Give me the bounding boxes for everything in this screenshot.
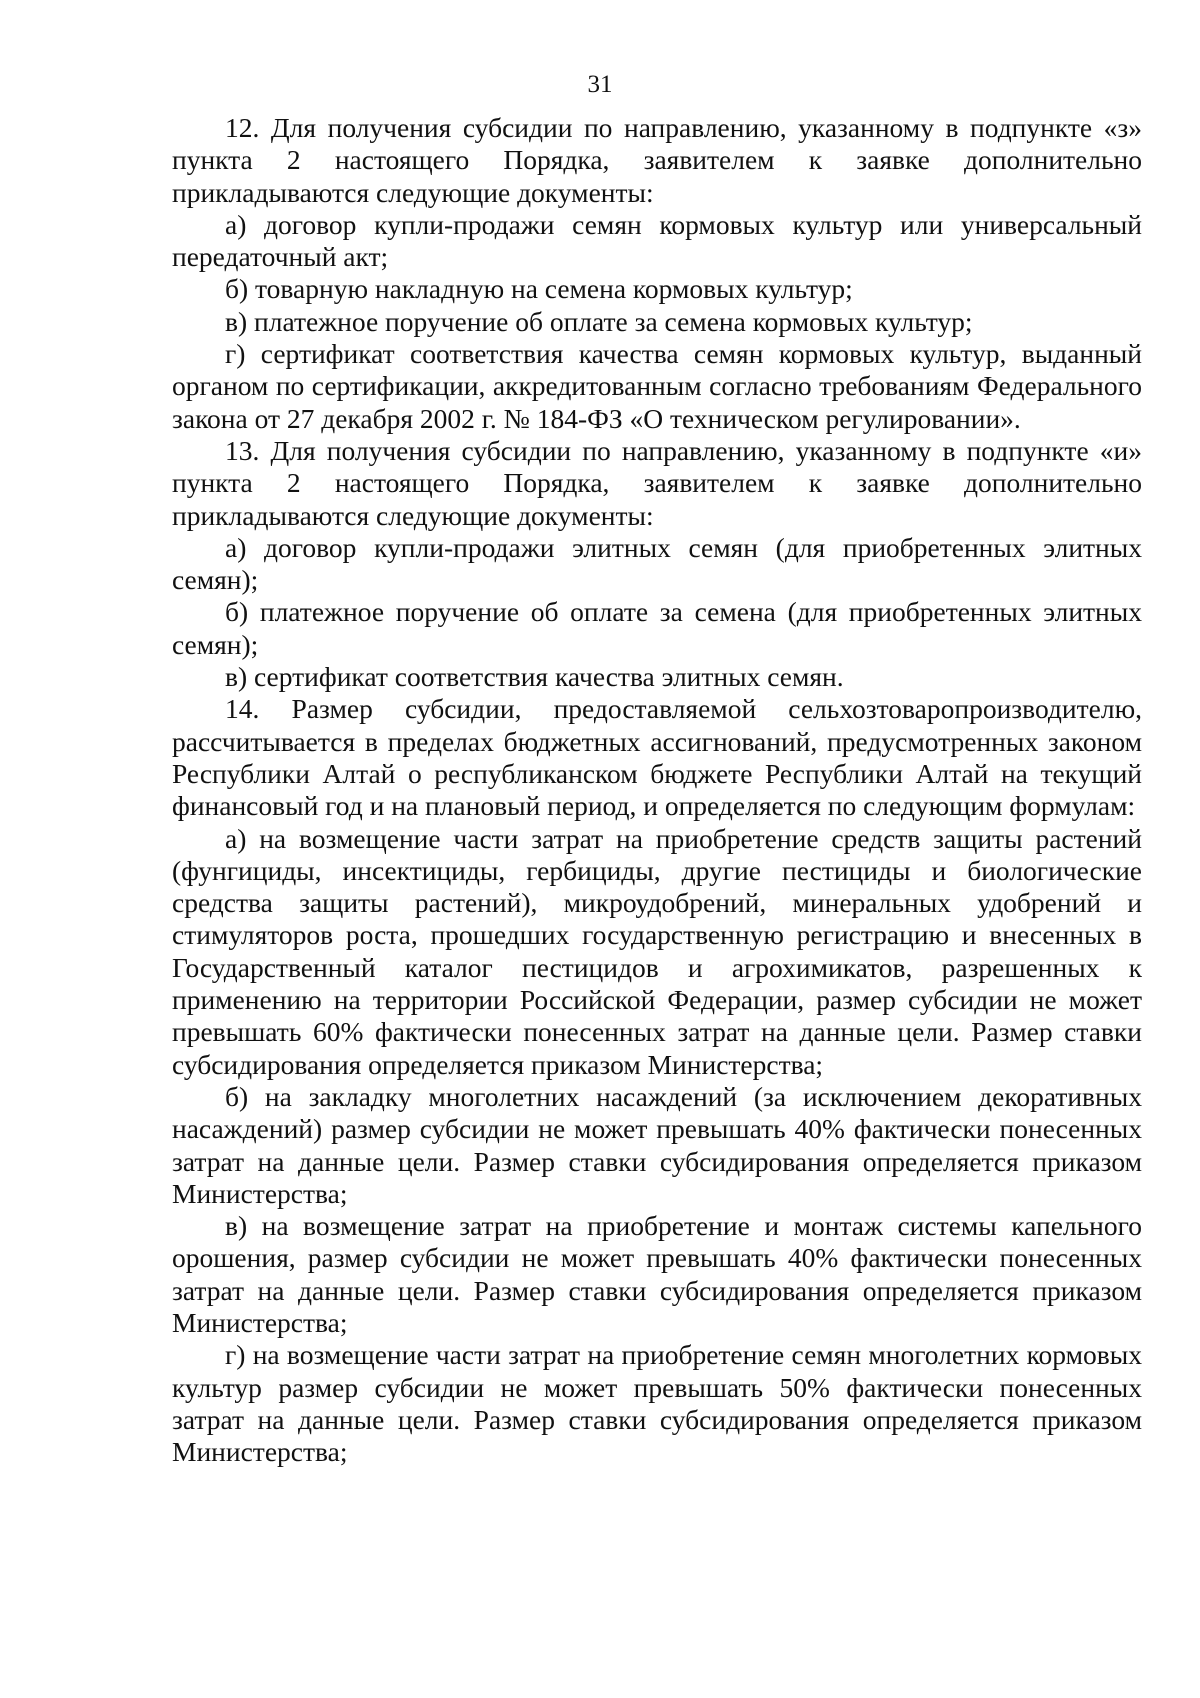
paragraph-14-a: а) на возмещение части затрат на приобретение средств защиты растений (фунгициды, инсектициды, гербициды, другие пестициды и биологические средства защиты растений), микроудобрений, минеральных удобрений и стимуляторов роста, прошедших государственную регистрацию и внесенных в Государственный каталог пестицидов и агрохимикатов, разрешенных к применению на территории Российской Федерации, размер субсидии не может превышать 60% фактически понесенных затрат на данные цели. Размер ставки субсидирования определяется приказом Министерства; <box>172 822 1142 1080</box>
paragraph-12-b: б) товарную накладную на семена кормовых культур; <box>225 273 853 305</box>
paragraph-12-g: г) сертификат соответствия качества семян кормовых культур, выданный органом по сертификации, аккредитованным согласно требованиям Федерального закона от 27 декабря 2002 г. № 184-ФЗ «О техническом регулировании». <box>172 338 1142 434</box>
paragraph-13-a: а) договор купли-продажи элитных семян (для приобретенных элитных семян); <box>172 531 1142 596</box>
paragraph-13-intro: 13. Для получения субсидии по направлению, указанному в подпункте «и» пункта 2 настоящего Порядка, заявителем к заявке дополнительно прикладываются следующие документы: <box>172 434 1142 531</box>
paragraph-12-a: а) договор купли-продажи семян кормовых культур или универсальный передаточный акт; <box>172 208 1142 273</box>
paragraph-13-v: в) сертификат соответствия качества элитных семян. <box>225 661 844 693</box>
document-body <box>172 112 1142 1468</box>
paragraph-14-v: в) на возмещение затрат на приобретение и монтаж системы капельного орошения, размер субсидии не может превышать 40% фактически понесенных затрат на данные цели. Размер ставки субсидирования определяется приказом Министерства; <box>172 1210 1142 1338</box>
paragraph-14-g: г) на возмещение части затрат на приобретение семян многолетних кормовых культур размер субсидии не может превышать 50% фактически понесенных затрат на данные цели. Размер ставки субсидирования определяется приказом Министерства; <box>172 1339 1142 1468</box>
paragraph-14-intro: 14. Размер субсидии, предоставляемой сельхозтоваропроизводителю, рассчитывается в пределах бюджетных ассигнований, предусмотренных законом Республики Алтай о республиканском бюджете Республики Алтай на текущий финансовый год и на плановый период, и определяется по следующим формулам: <box>172 693 1142 822</box>
paragraph-12-v: в) платежное поручение об оплате за семена кормовых культур; <box>225 305 973 337</box>
paragraph-14-b: б) на закладку многолетних насаждений (за исключением декоративных насаждений) размер субсидии не может превышать 40% фактически понесенных затрат на данные цели. Размер ставки субсидирования определяется приказом Министерства; <box>172 1080 1142 1209</box>
page-number: 31 <box>587 71 613 98</box>
paragraph-13-b: б) платежное поручение об оплате за семена (для приобретенных элитных семян); <box>172 596 1142 660</box>
paragraph-12-intro: 12. Для получения субсидии по направлению, указанному в подпункте «з» пункта 2 настоящего Порядка, заявителем к заявке дополнительно прикладываются следующие документы: <box>172 112 1142 208</box>
